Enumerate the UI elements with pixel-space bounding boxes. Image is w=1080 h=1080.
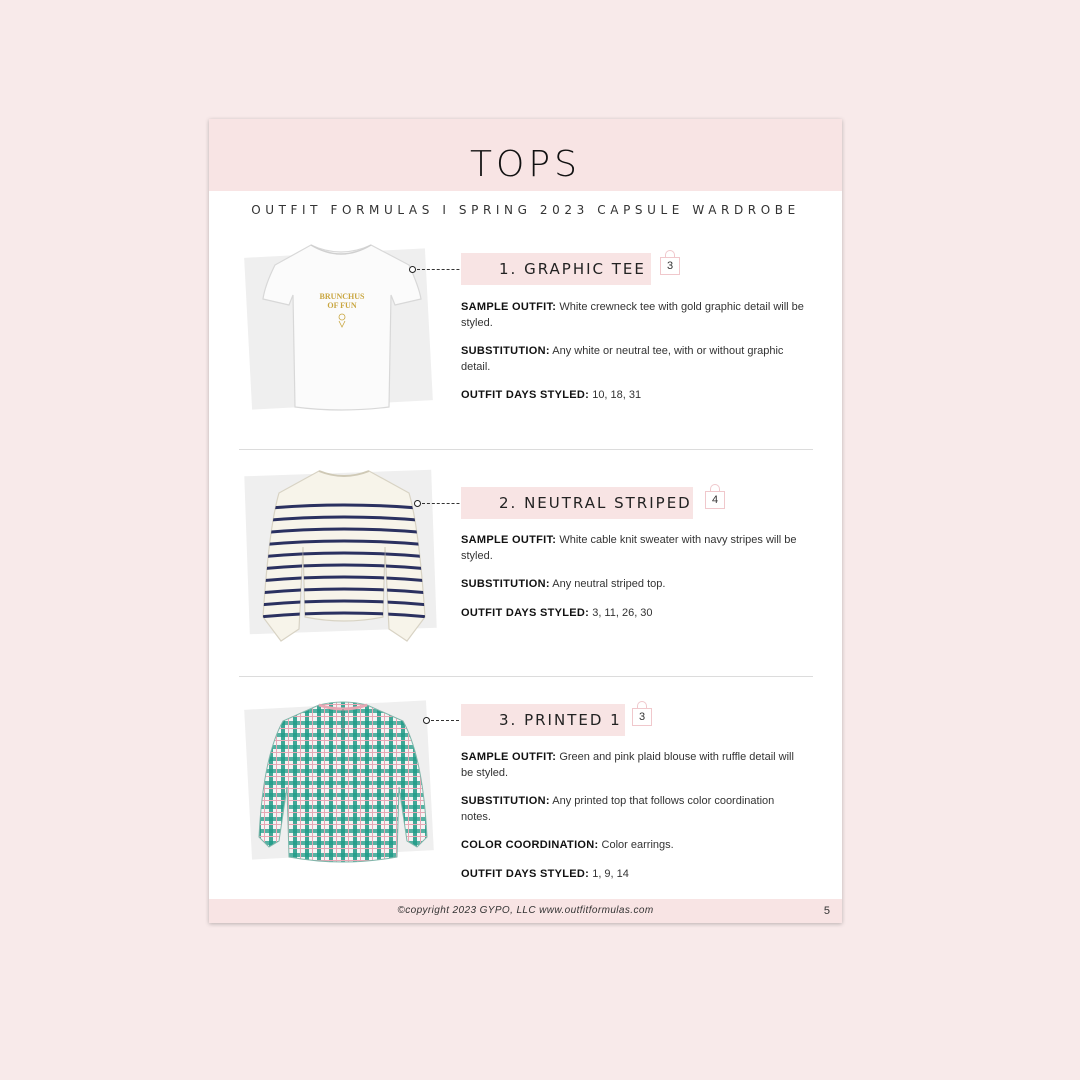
substitution-text: Any white or neutral tee, with or without graphic detail. <box>461 345 784 373</box>
item-label: 3. PRINTED 1 <box>499 711 622 729</box>
plaid-blouse-image <box>257 697 429 869</box>
item-label-box <box>461 704 625 736</box>
sample-outfit-text: White crewneck tee with gold graphic detail will be styled. <box>461 301 804 329</box>
divider <box>239 676 813 677</box>
substitution-label: SUBSTITUTION: <box>461 345 550 357</box>
sample-outfit-label: SAMPLE OUTFIT: <box>461 751 557 763</box>
color-coordination-text: Color earrings. <box>598 839 674 851</box>
worksheet-page <box>209 119 842 923</box>
item-count: 3 <box>660 257 680 275</box>
item-details <box>461 533 806 634</box>
item-label: 1. GRAPHIC TEE <box>499 260 646 278</box>
days-text: 1, 9, 14 <box>589 867 629 880</box>
page-number: 5 <box>823 905 830 917</box>
item-label-box <box>461 253 651 285</box>
item-details <box>461 750 806 895</box>
substitution-label: SUBSTITUTION: <box>461 578 550 590</box>
graphic-tee-image <box>259 237 424 417</box>
page-footer <box>209 899 842 923</box>
color-coordination-label: COLOR COORDINATION: <box>461 839 599 851</box>
shopping-bag-icon <box>660 251 682 273</box>
days-text: 10, 18, 31 <box>589 389 642 401</box>
page-title: TOPS <box>470 143 581 185</box>
divider <box>239 449 813 450</box>
substitution-text: Any printed top that follows color coordination notes. <box>461 795 775 823</box>
item-count: 4 <box>705 491 725 509</box>
substitution-text: Any neutral striped top. <box>549 578 666 590</box>
tee-graphic-text: BRUNCHUS <box>319 292 365 301</box>
days-text: 3, 11, 26, 30 <box>589 606 653 619</box>
days-label: OUTFIT DAYS STYLED: <box>461 606 590 619</box>
title-band <box>209 119 842 191</box>
svg-text:OF FUN: OF FUN <box>327 301 357 310</box>
connector-dot-icon <box>414 500 421 507</box>
sample-outfit-label: SAMPLE OUTFIT: <box>461 534 557 546</box>
item-label: 2. NEUTRAL STRIPED <box>499 494 692 512</box>
connector-dot-icon <box>409 266 416 273</box>
copyright-text: ©copyright 2023 GYPO, LLC www.outfitformulas.com <box>397 905 654 916</box>
days-label: OUTFIT DAYS STYLED: <box>461 389 590 401</box>
shopping-bag-icon <box>705 485 727 507</box>
shopping-bag-icon <box>632 702 654 724</box>
item-count: 3 <box>632 708 652 726</box>
sample-outfit-label: SAMPLE OUTFIT: <box>461 301 557 313</box>
sample-outfit-text: White cable knit sweater with navy stripes will be styled. <box>461 534 797 562</box>
item-details <box>461 300 806 417</box>
substitution-label: SUBSTITUTION: <box>461 795 550 807</box>
item-label-box <box>461 487 693 519</box>
page-subtitle: OUTFIT FORMULAS I SPRING 2023 CAPSULE WARDROBE <box>251 203 800 217</box>
connector-dot-icon <box>423 717 430 724</box>
days-label: OUTFIT DAYS STYLED: <box>461 867 590 880</box>
striped-sweater-image <box>259 467 429 649</box>
sample-outfit-text: Green and pink plaid blouse with ruffle detail will be styled. <box>461 751 794 779</box>
